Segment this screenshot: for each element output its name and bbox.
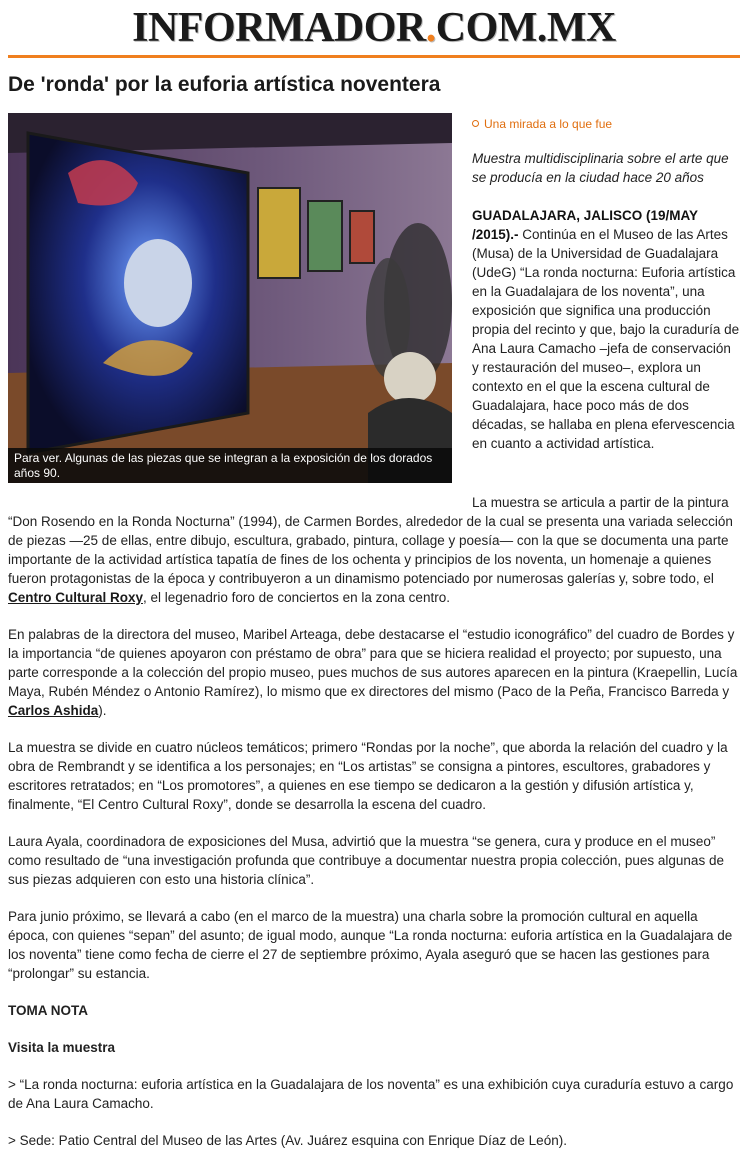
article-photo	[8, 113, 452, 483]
bullet-circle-icon	[472, 120, 479, 127]
section-heading-visita: Visita la muestra	[8, 1040, 116, 1055]
paragraph: En palabras de la directora del museo, Maribel Arteaga, debe destacarse el “estudio iconográfico” del cuadro de Bordes y la importancia “de quienes apoyaron con préstamo de obra” para que se hiciera realidad el proyecto; por supuesto, una parte corresponde a la colección del propio museo, pues muchos de sus autores aparecen en la pintura (Kraepellin, Lucía Maya, Rubén Méndez o Antonio Ramírez), lo mismo que ex directores del mismo (Paco de la Peña, Francisco Barreda y Carlos Ashida).	[8, 627, 738, 718]
article-title: De 'ronda' por la euforia artística noventera	[8, 73, 441, 96]
article-lead: GUADALAJARA, JALISCO (19/MAY /2015).- Continúa en el Museo de las Artes (Musa) de la Universidad de Guadalajara (UdeG) “La ronda nocturna: Euforia artística en la Guadalajara de los noventa”, una exposición que significa una producción propia del recinto y que, bajo la curaduría de Ana Laura Camacho –jefa de conservación y restauración del museo–, explora un contexto en el que la escena cultural de Guadalajara, hace poco más de dos décadas, se hallaba en plena efervescencia en cuanto a actividad artística.	[472, 208, 740, 451]
photo-caption: Para ver. Algunas de las piezas que se integran a la exposición de los dorados años 90.	[8, 448, 452, 483]
paragraph: La muestra se articula a partir de la pintura “Don Rosendo en la Ronda Nocturna” (1994), de Carmen Bordes, alrededor de la cual se presenta una variada selección de piezas —25 de ellas, entre dibujo, escultura, grabado, pintura, collage y poesía— con la que se documenta una parte importante de la actividad artística tapatía de fines de los ochenta y principios de los noventa, un homenaje a quienes fueron protagonistas de la época y contribuyeron a un dinamismo potenciado por numerosas galerías y, sobre todo, el Centro Cultural Roxy, el legenadrio foro de conciertos en la zona centro.	[8, 495, 733, 605]
related-link[interactable]: Una mirada a lo que fue	[472, 116, 740, 132]
list-item: > “La ronda nocturna: euforia artística en la Guadalajara de los noventa” es una exhibición cuya curaduría estuvo a cargo de Ana Laura Camacho.	[8, 1077, 734, 1111]
article-sidebar	[472, 116, 740, 453]
paragraph: Laura Ayala, coordinadora de exposiciones del Musa, advirtió que la muestra “se genera, cura y produce en el museo” como resultado de “una investigación profunda que contribuye a documentar nuestra propia colección, pues algunas de sus piezas adquieren con esto una historia clínica”.	[8, 834, 724, 887]
masthead-rule	[8, 55, 740, 58]
gallery-photo-illustration	[8, 113, 452, 483]
article-summary: Muestra multidisciplinaria sobre el arte que se producía en la ciudad hace 20 años	[472, 151, 729, 185]
link-centro-cultural-roxy[interactable]: Centro Cultural Roxy	[8, 590, 144, 605]
masthead	[0, 0, 748, 60]
list-item: > Sede: Patio Central del Museo de las Artes (Av. Juárez esquina con Enrique Díaz de León).	[8, 1133, 567, 1148]
paragraph: Para junio próximo, se llevará a cabo (en el marco de la muestra) una charla sobre la promoción cultural en aquella época, con quienes “sepan” del asunto; de igual modo, aunque “La ronda nocturna: euforia artística en la Guadalajara de los noventa” tiene como fecha de cierre el 27 de septiembre próximo, Ayala aseguró que se hacen las gestiones para “prolongar” su estancia.	[8, 909, 733, 981]
paragraph: La muestra se divide en cuatro núcleos temáticos; primero “Rondas por la noche”, que aborda la relación del cuadro y la obra de Rembrandt y se identifica a los personajes; en “Los artistas” se consigna a pintores, escultores, grabadores y escritores retratados; en “Los promotores”, a quienes en ese tiempo se dedicaron a la gestión y difusión artística y, finalmente, “El Centro Cultural Roxy”, donde se desarrolla la escena del cuadro.	[8, 740, 728, 812]
dateline: GUADALAJARA, JALISCO (19/MAY /2015).-	[472, 208, 698, 242]
site-logo[interactable]: INFORMADOR.COM.MX	[132, 5, 616, 51]
section-heading-toma-nota: TOMA NOTA	[8, 1003, 88, 1018]
article-body	[8, 493, 740, 1168]
link-carlos-ashida[interactable]: Carlos Ashida	[8, 703, 99, 718]
